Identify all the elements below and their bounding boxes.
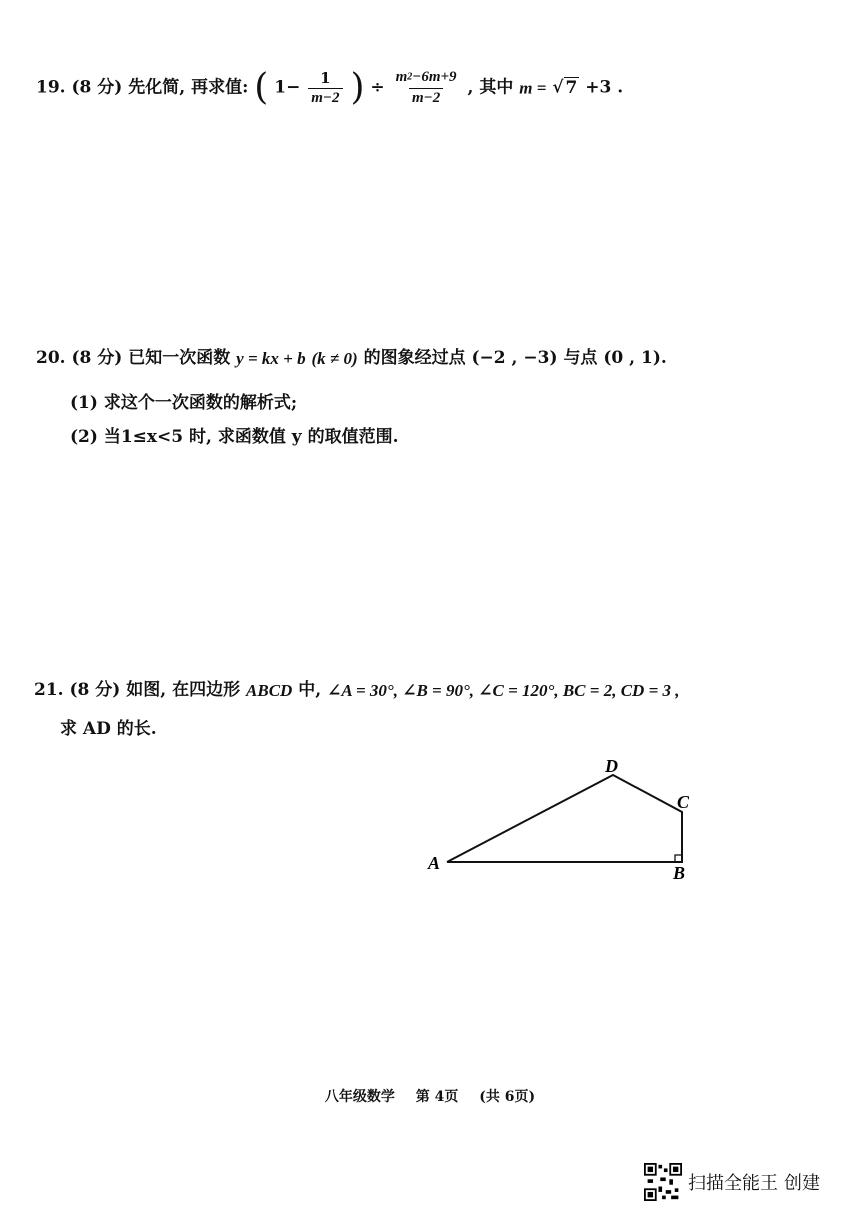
right-angle-mark	[675, 855, 682, 862]
vertex-label-d: D	[605, 756, 618, 776]
q19-m-eq: m =	[519, 78, 547, 98]
q20-lead: 20. (8 分) 已知一次函数	[36, 348, 231, 368]
q19-divide: ÷	[370, 77, 385, 98]
q20-point-1: (−2 , −3)	[471, 348, 558, 368]
q19-paren-close: )	[350, 67, 365, 108]
question-20	[36, 350, 667, 367]
q19-plus3: +3 .	[585, 77, 624, 98]
scanner-action: 创建	[784, 1173, 820, 1194]
scanner-brand: 扫描全能王	[688, 1173, 778, 1194]
q19-frac2-num-m: m	[395, 69, 408, 86]
footer-page: 第 4页	[415, 1089, 459, 1105]
q20-expression: y = kx + b	[236, 349, 306, 368]
q20-and: 与点	[563, 348, 598, 368]
q19-where: , 其中	[467, 77, 514, 98]
q19-fraction-2	[393, 70, 460, 105]
q19-frac1-numerator: 1	[320, 68, 331, 87]
q19-frac2-numerator	[393, 70, 460, 87]
figure-outline	[447, 775, 682, 862]
q19-sqrt-value: 7	[565, 77, 578, 98]
q19-one-minus: 1−	[274, 77, 301, 98]
footer-grade: 八年级数学	[324, 1089, 395, 1105]
q21-lead: 21. (8 分) 如图, 在四边形	[34, 680, 241, 700]
q19-frac2-denominator: m−2	[409, 88, 443, 106]
vertex-label-b: B	[673, 863, 686, 883]
q19-frac2-num-sup: 2	[407, 72, 413, 84]
q20-condition: (k ≠ 0)	[311, 349, 358, 368]
q20-part-2: (2) 当1≤x<5 时, 求函数值 y 的取值范围.	[70, 427, 399, 447]
q19-frac1-denominator: m−2	[308, 88, 342, 106]
vertex-label-c: C	[677, 792, 690, 812]
q21-quad-name: ABCD	[246, 681, 293, 700]
q20-mid: 的图象经过点	[363, 348, 466, 368]
q21-mid: 中,	[298, 680, 322, 700]
qr-code-icon	[644, 1163, 682, 1201]
q20-point-2: (0 , 1).	[603, 348, 667, 368]
question-19	[36, 67, 624, 108]
q19-fraction-1	[308, 68, 342, 106]
scanner-watermark	[644, 1163, 820, 1201]
page-footer	[0, 1086, 860, 1106]
q21-ask: 求 AD 的长.	[60, 719, 157, 739]
q19-paren-open: (	[254, 67, 269, 108]
q19-sqrt-symbol: √	[552, 77, 564, 98]
q19-frac2-num-rest: −6m+9	[412, 69, 457, 86]
vertex-label-a: A	[428, 853, 441, 873]
footer-total: (共 6页)	[479, 1089, 536, 1105]
q21-conditions: ∠A = 30°, ∠B = 90°, ∠C = 120°, BC = 2, CD = 3 ,	[327, 681, 680, 700]
question-21	[34, 682, 680, 699]
q19-lead: 19. (8 分) 先化简, 再求值:	[36, 77, 249, 98]
q20-part-1: (1) 求这个一次函数的解析式;	[70, 393, 298, 413]
